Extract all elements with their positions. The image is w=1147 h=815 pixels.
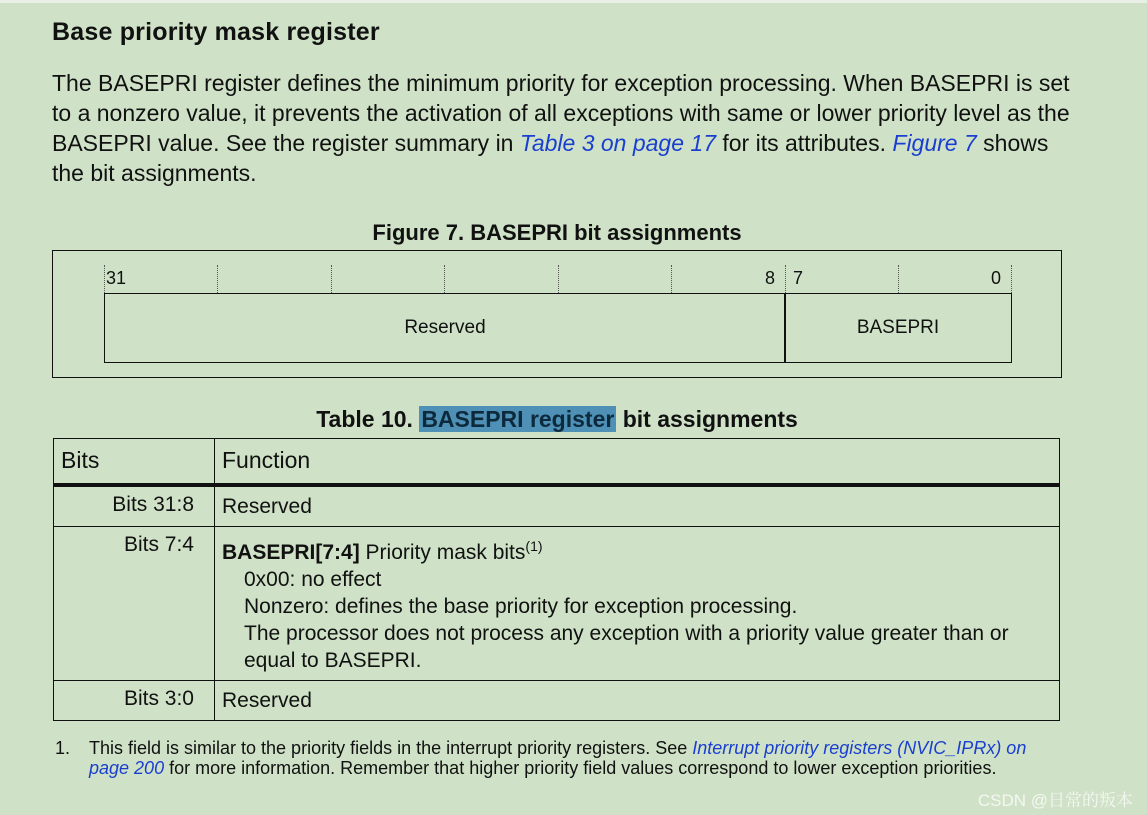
footnote [55, 738, 1035, 778]
footnote-text-2: for more information. Remember that higher priority field values correspond to lower exception priorities. [164, 758, 997, 778]
function-cell: Reserved [215, 681, 1060, 721]
reserved-field-box: Reserved [104, 293, 786, 363]
intro-text-2: for its attributes. [715, 130, 893, 156]
column-header-function: Function [215, 439, 1060, 486]
table-row [54, 681, 1060, 721]
field-name: BASEPRI[7:4] [222, 541, 360, 564]
table-caption [52, 406, 1062, 433]
table-row [54, 527, 1060, 681]
column-header-bits: Bits [54, 439, 215, 486]
bit-label-31: 31 [106, 268, 127, 288]
intro-text-1: The BASEPRI register defines the minimum priority for exception processing. When BASEPRI is set to a nonzero value, it prevents the activation of all exceptions with same or lower priority level as the BASEPRI value. See the register summary in [52, 70, 1070, 156]
bit-assignment-figure [52, 250, 1062, 378]
bits-cell: Bits 31:8 [54, 485, 215, 527]
bit-label-7: 7 [793, 268, 804, 288]
function-title [222, 533, 1052, 566]
bit-tick [444, 265, 445, 293]
footnote-ref: (1) [525, 538, 543, 554]
figure-7-link[interactable]: Figure 7 [892, 130, 977, 156]
bit-tick [1011, 265, 1012, 293]
section-heading: Base priority mask register [52, 18, 380, 46]
table-3-link[interactable]: Table 3 on page 17 [519, 130, 716, 156]
function-cell [215, 527, 1060, 681]
intro-text-3: shows the bit assignments. [52, 130, 1049, 186]
top-divider [0, 0, 1147, 3]
function-detail-line: 0x00: no effect [244, 568, 382, 591]
bits-cell: Bits 3:0 [54, 681, 215, 721]
bit-tick [898, 265, 899, 293]
table-header-row [54, 439, 1060, 486]
nvic-ipr-link[interactable]: Interrupt priority registers (NVIC_IPRx) on page 200 [89, 738, 1027, 778]
table-caption-prefix: Table 10. [316, 406, 420, 432]
bit-label-8: 8 [765, 268, 776, 288]
field-description: Priority mask bits [359, 541, 526, 564]
basepri-field-box: BASEPRI [784, 293, 1012, 363]
function-cell: Reserved [215, 485, 1060, 527]
bit-tick [558, 265, 559, 293]
bit-tick [785, 265, 786, 293]
table-row [54, 485, 1060, 527]
function-detail-line: The processor does not process any exception with a priority value greater than or equal to BASEPRI. [244, 622, 1009, 672]
footnote-number: 1. [55, 738, 71, 758]
bit-assignments-table [53, 438, 1060, 721]
figure-caption: Figure 7. BASEPRI bit assignments [372, 220, 742, 245]
footnote-text-1: This field is similar to the priority fields in the interrupt priority registers. See [89, 738, 693, 758]
function-detail-line: Nonzero: defines the base priority for exception processing. [244, 595, 798, 618]
bit-tick [217, 265, 218, 293]
watermark: CSDN @日常的叛本 [977, 791, 1133, 810]
bits-cell: Bits 7:4 [54, 527, 215, 681]
table-caption-suffix: bit assignments [616, 406, 798, 432]
bit-tick [671, 265, 672, 293]
bit-tick [104, 265, 105, 293]
bit-label-0: 0 [991, 268, 1002, 288]
bit-tick [331, 265, 332, 293]
highlighted-text[interactable]: BASEPRI register [421, 406, 615, 432]
footnote-text [89, 738, 1035, 778]
intro-paragraph [52, 68, 1082, 188]
